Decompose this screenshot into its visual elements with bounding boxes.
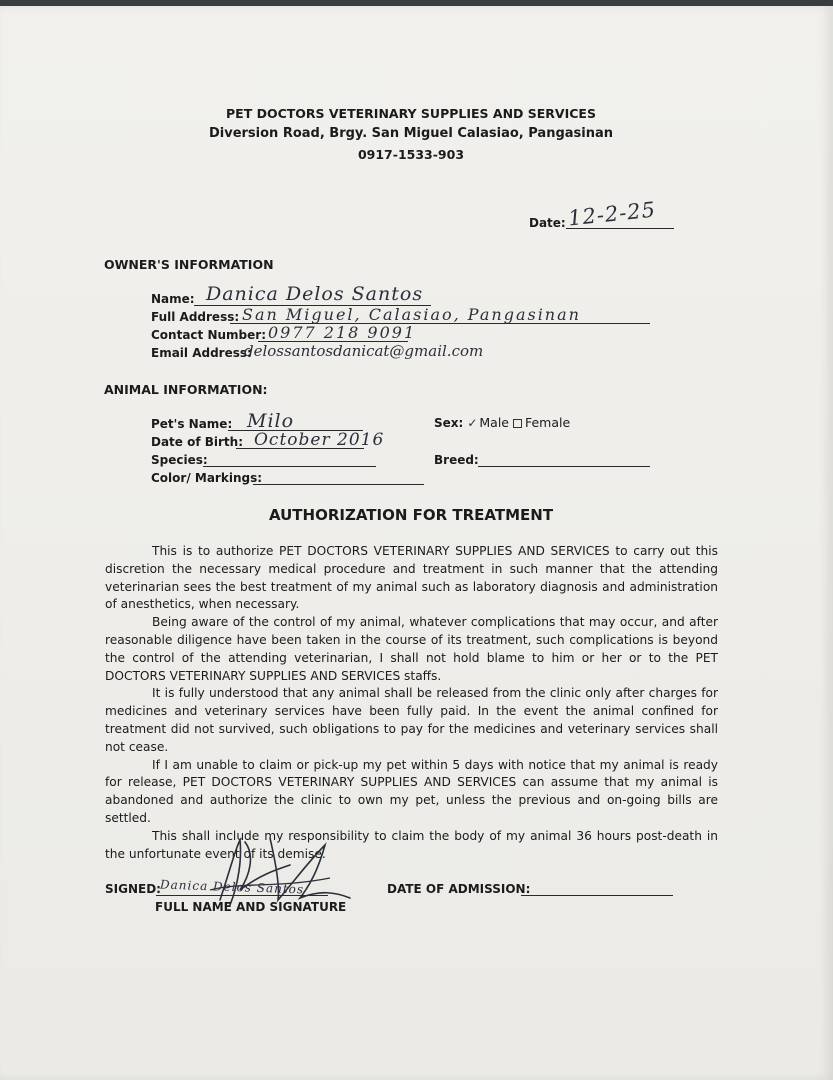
signature-caption: FULL NAME AND SIGNATURE — [155, 900, 347, 914]
address-label: Full Address: — [151, 310, 240, 324]
authorization-paragraph: It is fully understood that any animal shall be released from the clinic only after charges for medicines and veterinary services have been fully paid. In the event the animal confined for treatment did not survived, such obligations to pay for the medicines and veterinary services shall not cease. — [105, 686, 718, 754]
company-phone: 0917-1533-903 — [357, 147, 465, 162]
sex-label: Sex: — [434, 416, 464, 430]
female-checkbox[interactable] — [513, 419, 522, 428]
female-option-label: Female — [524, 415, 571, 430]
owner-heading: OWNER'S INFORMATION — [104, 257, 274, 272]
authorization-paragraph: If I am unable to claim or pick-up my pet within 5 days with notice that my animal is ready for release, PET DOCTORS VETERINARY SUPPLIES AND SERVICES can assume that my animal is abandoned and authorize the clinic to own my pet, unless the previous and on-going bills are settled. — [105, 757, 718, 825]
male-option-label: Male — [479, 415, 509, 430]
admission-label: DATE OF ADMISSION: — [387, 882, 531, 896]
dob-label: Date of Birth: — [151, 435, 244, 449]
name-value[interactable]: Danica Delos Santos — [206, 283, 424, 305]
pet-name-value[interactable]: Milo — [247, 410, 295, 432]
breed-label: Breed: — [434, 453, 479, 467]
admission-line[interactable] — [521, 895, 673, 896]
species-line[interactable] — [203, 466, 376, 467]
company-address: Diversion Road, Brgy. San Miguel Calasiao, Pangasinan — [208, 126, 614, 141]
breed-line[interactable] — [478, 466, 650, 467]
signed-label: SIGNED: — [105, 882, 161, 896]
authorization-body — [105, 543, 718, 863]
animal-heading: ANIMAL INFORMATION: — [104, 382, 268, 397]
contact-value[interactable]: 0977 218 9091 — [268, 323, 417, 342]
name-label: Name: — [151, 292, 195, 306]
authorization-title: AUTHORIZATION FOR TREATMENT — [268, 506, 554, 524]
company-name: PET DOCTORS VETERINARY SUPPLIES AND SERVICES — [226, 106, 596, 121]
dob-value[interactable]: October 2016 — [254, 430, 385, 450]
species-label: Species: — [151, 453, 208, 467]
pet-name-label: Pet's Name: — [151, 417, 233, 431]
date-value[interactable]: 12-2-25 — [566, 197, 658, 231]
male-checkbox[interactable]: ✓ — [467, 416, 478, 430]
authorization-paragraph: Being aware of the control of my animal, whatever complications that may occur, and after reasonable diligence have been taken in the course of its treatment, such complications is beyond the control of the attending veterinarian, I shall not hold blame to him or her or to the PET DOCTORS VETERINARY SUPPLIES AND SERVICES staffs. — [105, 615, 718, 683]
form-paper — [0, 6, 833, 1080]
color-line[interactable] — [253, 484, 424, 485]
authorization-paragraph: This is to authorize PET DOCTORS VETERINARY SUPPLIES AND SERVICES to carry out this discretion the necessary medical procedure and treatment in such manner that the attending veterinarian sees the best treatment of my animal such as laboratory diagnosis and administration of anesthetics, when necessary. — [105, 544, 718, 612]
contact-label: Contact Number: — [151, 328, 266, 342]
authorization-paragraph: This shall include my responsibility to claim the body of my animal 36 hours post-death in the unfortunate event of its demise. — [105, 828, 718, 861]
email-label: Email Address: — [151, 346, 252, 360]
email-value[interactable]: delossantosdanicat@gmail.com — [244, 342, 484, 360]
address-value[interactable]: San Miguel, Calasiao, Pangasinan — [242, 305, 581, 324]
sex-field — [434, 415, 570, 430]
signed-value[interactable]: Danica Delos Santos — [159, 877, 305, 897]
color-label: Color/ Markings: — [151, 471, 263, 485]
date-label: Date: — [529, 216, 566, 230]
